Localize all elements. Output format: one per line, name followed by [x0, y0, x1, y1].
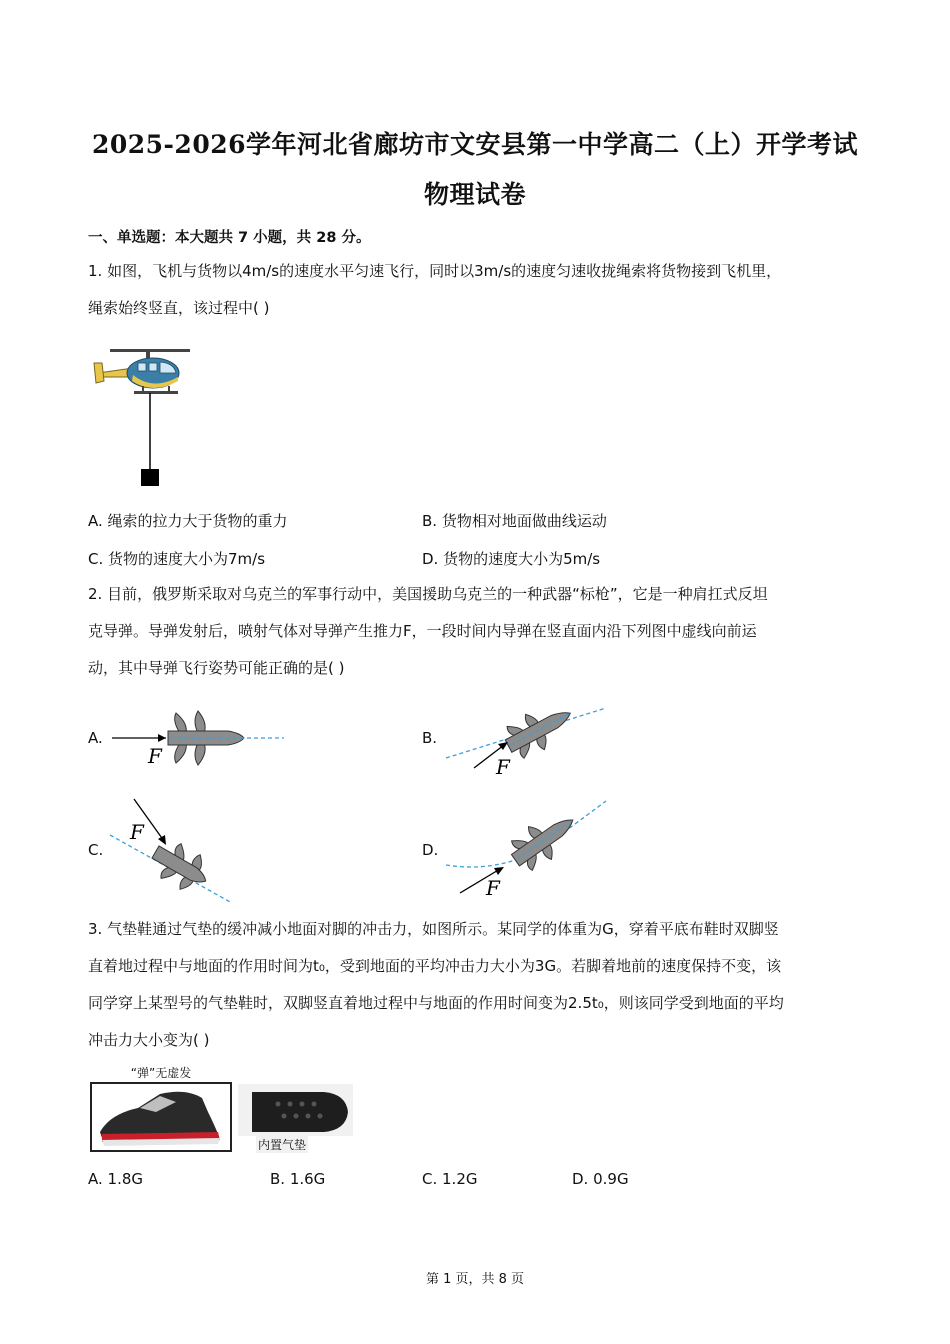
shoe-caption: “弹”无虚发	[130, 1066, 192, 1080]
insole-figure	[238, 1084, 353, 1156]
force-label: F	[496, 755, 510, 779]
q1-stem-line2: 绳索始终竖直，该过程中( )	[88, 299, 270, 317]
air-cushion-shoe-icon	[90, 1082, 232, 1152]
q3-stem-line1: 3. 气垫鞋通过气垫的缓冲减小地面对脚的冲击力，如图所示。某同学的体重为G，穿着平底布鞋时双脚竖	[88, 920, 779, 938]
force-label: F	[130, 820, 144, 844]
q3-option-d[interactable]: D. 0.9G	[572, 1170, 629, 1188]
missile-figure-c	[108, 795, 243, 905]
q1-stem	[88, 253, 868, 327]
q2-label-b[interactable]: B.	[422, 729, 438, 747]
section-heading: 一、单选题：本大题共 7 小题，共 28 分。	[88, 230, 371, 246]
q3-stem	[88, 911, 868, 1059]
q3-option-a[interactable]: A. 1.8G	[88, 1170, 144, 1188]
air-cushion-insole-icon	[238, 1084, 353, 1136]
q2-stem-line3: 动，其中导弹飞行姿势可能正确的是( )	[88, 659, 345, 677]
missile-icon	[499, 700, 580, 764]
exam-title-line2: 物理试卷	[423, 180, 526, 209]
missile-figure-a	[108, 703, 288, 768]
q3-stem-line2: 直着地过程中与地面的作用时间为t₀，受到地面的平均冲击力大小为3G。若脚着地前的速度保持不变，该	[88, 957, 782, 975]
helicopter-figure	[88, 335, 198, 490]
q2-label-d[interactable]: D.	[422, 841, 439, 859]
q1-option-d[interactable]: D. 货物的速度大小为5m/s	[422, 550, 601, 568]
helicopter-icon	[94, 349, 190, 394]
missile-figure-b	[440, 700, 610, 780]
exam-title-line1: 2025-2026学年河北省廊坊市文安县第一中学高二（上）开学考试	[91, 130, 859, 159]
q2-label-a[interactable]: A.	[88, 729, 103, 747]
q2-stem-line1: 2. 目前，俄罗斯采取对乌克兰的军事行动中，美国援助乌克兰的一种武器“标枪”，它是一种肩扛式反坦	[88, 585, 768, 603]
q1-option-a[interactable]: A. 绳索的拉力大于货物的重力	[88, 512, 288, 530]
insole-caption: 内置气垫	[258, 1138, 307, 1152]
missile-icon	[145, 835, 215, 899]
missile-figure-d	[440, 795, 615, 905]
q3-stem-line3: 同学穿上某型号的气垫鞋时，双脚竖直着地过程中与地面的作用时间变为2.5t₀，则该同学受到地面的平均	[88, 994, 784, 1012]
page-footer: 第 1 页，共 8 页	[425, 1272, 525, 1287]
q1-stem-line1: 1. 如图，飞机与货物以4m/s的速度水平匀速飞行，同时以3m/s的速度匀速收拢绳索将货物接到飞机里，	[88, 262, 782, 280]
q3-option-b[interactable]: B. 1.6G	[270, 1170, 326, 1188]
cargo-box	[141, 469, 159, 486]
q3-option-c[interactable]: C. 1.2G	[422, 1170, 478, 1188]
shoe-figure	[90, 1064, 232, 1154]
q2-stem	[88, 576, 868, 687]
q2-stem-line2: 克导弹。导弹发射后，喷射气体对导弹产生推力F，一段时间内导弹在竖直面内沿下列图中虚线向前运	[88, 622, 757, 640]
q1-option-b[interactable]: B. 货物相对地面做曲线运动	[422, 512, 607, 530]
q1-option-c[interactable]: C. 货物的速度大小为7m/s	[88, 550, 266, 568]
q2-label-c[interactable]: C.	[88, 841, 104, 859]
missile-icon	[504, 804, 584, 877]
force-label: F	[148, 744, 162, 768]
q3-stem-line4: 冲击力大小变为( )	[88, 1031, 210, 1049]
force-label: F	[486, 876, 500, 900]
